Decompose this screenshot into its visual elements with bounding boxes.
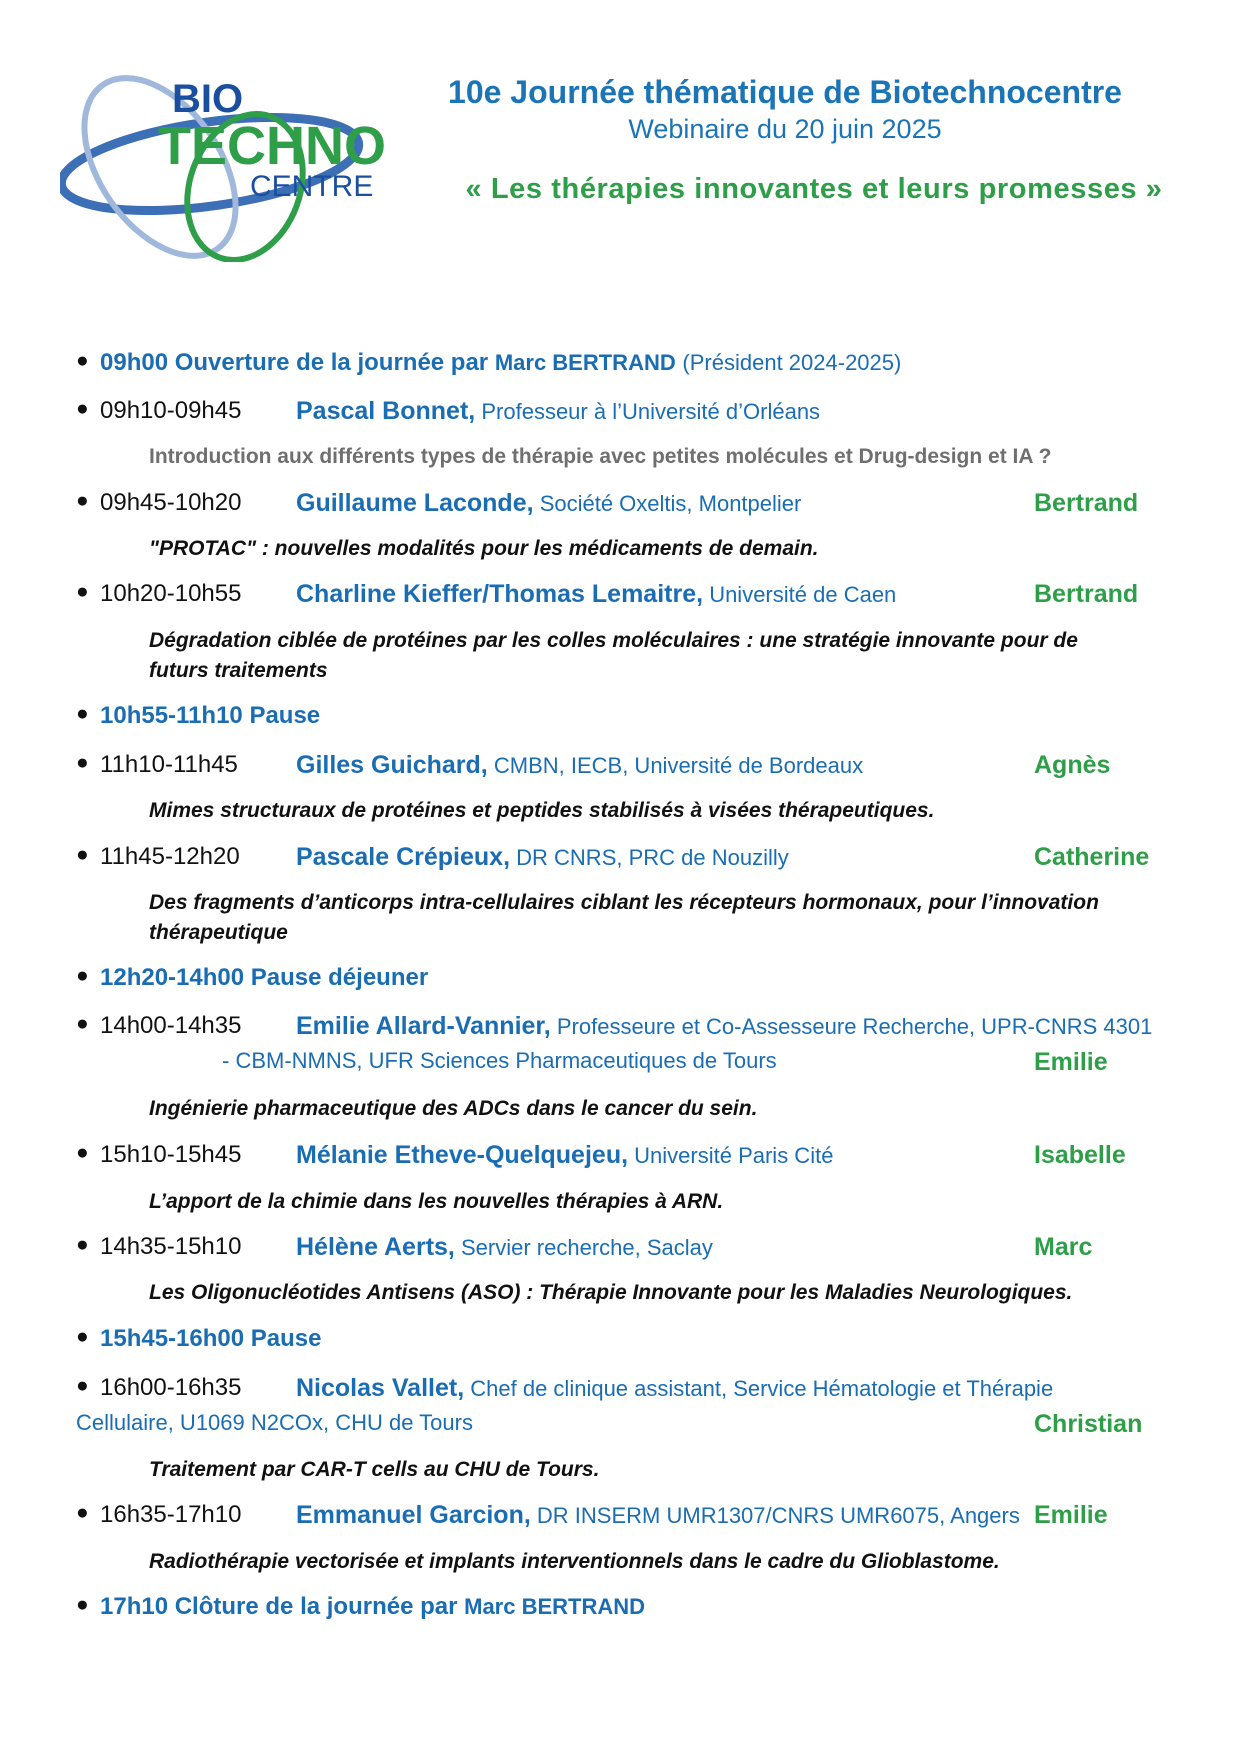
talk-title-line: thérapeutique bbox=[149, 921, 288, 944]
speaker-name: Gilles Guichard, bbox=[296, 751, 488, 779]
bullet-icon: ● bbox=[76, 843, 89, 866]
talk-title: Radiothérapie vectorisée et implants interventionnels dans le cadre du Glioblastome. bbox=[149, 1550, 1000, 1573]
speaker-name: Emmanuel Garcion, bbox=[296, 1501, 531, 1529]
bullet-icon: ● bbox=[76, 1501, 89, 1524]
talk-time: 14h00-14h35 bbox=[100, 1012, 242, 1039]
event-title: 10e Journée thématique de Biotechnocentre bbox=[448, 74, 1122, 110]
talk-time: 10h20-10h55 bbox=[100, 580, 242, 607]
talk-title-line: Dégradation ciblée de protéines par les colles moléculaires : une stratégie innovante pour de bbox=[149, 629, 1078, 652]
bullet-icon: ● bbox=[76, 489, 89, 512]
talk-title bbox=[149, 626, 1139, 686]
opening-note: (Président 2024-2025) bbox=[682, 350, 902, 375]
talk-title: Traitement par CAR-T cells au CHU de Tours. bbox=[149, 1458, 600, 1481]
talk-title-line: futurs traitements bbox=[149, 659, 328, 682]
moderator-name: Christian bbox=[1034, 1410, 1143, 1438]
speaker-affiliation-cont: Cellulaire, U1069 N2COx, CHU de Tours bbox=[76, 1410, 473, 1435]
talk-title: L’apport de la chimie dans les nouvelles thérapies à ARN. bbox=[149, 1190, 724, 1213]
speaker-affiliation: DR INSERM UMR1307/CNRS UMR6075, Angers bbox=[536, 1503, 1020, 1528]
logo-text-techno: TECHNO bbox=[158, 116, 386, 176]
event-theme: « Les thérapies innovantes et leurs promesses » bbox=[465, 173, 1163, 205]
logo-text-centre: CENTRE bbox=[250, 170, 374, 203]
talk-title: "PROTAC" : nouvelles modalités pour les médicaments de demain. bbox=[149, 537, 819, 560]
bullet-icon: ● bbox=[76, 1374, 89, 1397]
talk-title-line: Des fragments d’anticorps intra-cellulaires ciblant les récepteurs hormonaux, pour l’innovation bbox=[149, 891, 1099, 914]
talk-title: Mimes structuraux de protéines et peptides stabilisés à visées thérapeutiques. bbox=[149, 799, 935, 822]
moderator-name: Bertrand bbox=[1034, 489, 1139, 517]
speaker-affiliation: Université de Caen bbox=[709, 582, 897, 607]
speaker-affiliation: Professeur à l’Université d’Orléans bbox=[481, 399, 821, 424]
logo-text-bio: BIO bbox=[172, 77, 244, 121]
speaker-name: Mélanie Etheve-Quelquejeu, bbox=[296, 1141, 629, 1169]
talk-title: Ingénierie pharmaceutique des ADCs dans le cancer du sein. bbox=[149, 1097, 758, 1120]
break-label: 15h45-16h00 Pause bbox=[100, 1325, 322, 1352]
moderator-name: Emilie bbox=[1034, 1501, 1108, 1529]
speaker-name: Hélène Aerts, bbox=[296, 1233, 455, 1261]
speaker-name: Pascale Crépieux, bbox=[296, 843, 511, 871]
bullet-icon: ● bbox=[76, 580, 89, 603]
moderator-name: Bertrand bbox=[1034, 580, 1139, 608]
speaker-affiliation: Chef de clinique assistant, Service Hématologie et Thérapie bbox=[470, 1376, 1054, 1401]
speaker-name: Guillaume Laconde, bbox=[296, 489, 534, 517]
speaker-name: Pascal Bonnet, bbox=[296, 397, 476, 425]
bullet-icon: ● bbox=[76, 751, 89, 774]
break-label: 10h55-11h10 Pause bbox=[100, 702, 321, 729]
speaker-affiliation-cont: - CBM-NMNS, UFR Sciences Pharmaceutiques de Tours bbox=[222, 1048, 777, 1073]
talk-time: 15h10-15h45 bbox=[100, 1141, 242, 1168]
break-label: 12h20-14h00 Pause déjeuner bbox=[100, 964, 429, 991]
closing-who: Marc BERTRAND bbox=[464, 1594, 646, 1619]
speaker-affiliation: Université Paris Cité bbox=[634, 1143, 834, 1168]
bullet-icon: ● bbox=[76, 397, 89, 420]
moderator-name: Marc bbox=[1034, 1233, 1093, 1261]
event-subtitle: Webinaire du 20 juin 2025 bbox=[628, 114, 942, 144]
talk-time: 14h35-15h10 bbox=[100, 1233, 242, 1260]
moderator-name: Agnès bbox=[1034, 751, 1111, 779]
speaker-affiliation: Servier recherche, Saclay bbox=[461, 1235, 713, 1260]
speaker-affiliation: DR CNRS, PRC de Nouzilly bbox=[516, 845, 789, 870]
talk-time: 16h00-16h35 bbox=[100, 1374, 242, 1401]
talk-time: 09h45-10h20 bbox=[100, 489, 242, 516]
speaker-affiliation: Professeure et Co-Assesseure Recherche, UPR-CNRS 4301 bbox=[556, 1014, 1153, 1039]
talk-title: Les Oligonucléotides Antisens (ASO) : Thérapie Innovante pour les Maladies Neurologiques. bbox=[149, 1281, 1073, 1304]
moderator-name: Catherine bbox=[1034, 843, 1150, 871]
bullet-icon: ● bbox=[76, 1012, 89, 1035]
speaker-name: Charline Kieffer/Thomas Lemaitre, bbox=[296, 580, 704, 608]
talk-time: 09h10-09h45 bbox=[100, 397, 242, 424]
speaker-affiliation: Société Oxeltis, Montpelier bbox=[539, 491, 802, 516]
opening-label: 09h00 Ouverture de la journée par bbox=[100, 349, 489, 376]
bullet-icon: ● bbox=[76, 1233, 89, 1256]
bullet-icon: ● bbox=[76, 1593, 89, 1616]
bullet-icon: ● bbox=[76, 702, 89, 725]
talk-title: Introduction aux différents types de thérapie avec petites molécules et Drug-design et IA ? bbox=[149, 445, 1052, 468]
talk-time: 16h35-17h10 bbox=[100, 1501, 242, 1528]
talk-time: 11h45-12h20 bbox=[100, 843, 240, 870]
bullet-icon: ● bbox=[76, 964, 89, 987]
bullet-icon: ● bbox=[76, 1325, 89, 1348]
speaker-name: Emilie Allard-Vannier, bbox=[296, 1012, 551, 1040]
speaker-affiliation: CMBN, IECB, Université de Bordeaux bbox=[493, 753, 864, 778]
talk-time: 11h10-11h45 bbox=[100, 751, 238, 778]
moderator-name: Emilie bbox=[1034, 1048, 1108, 1076]
bullet-icon: ● bbox=[76, 1141, 89, 1164]
opening-who: Marc BERTRAND bbox=[494, 350, 676, 375]
talk-title bbox=[149, 888, 1139, 948]
bullet-icon: ● bbox=[76, 349, 89, 372]
moderator-name: Isabelle bbox=[1034, 1141, 1126, 1169]
speaker-name: Nicolas Vallet, bbox=[296, 1374, 465, 1402]
closing-label: 17h10 Clôture de la journée par bbox=[100, 1593, 458, 1620]
biotechnocentre-logo bbox=[60, 72, 400, 262]
